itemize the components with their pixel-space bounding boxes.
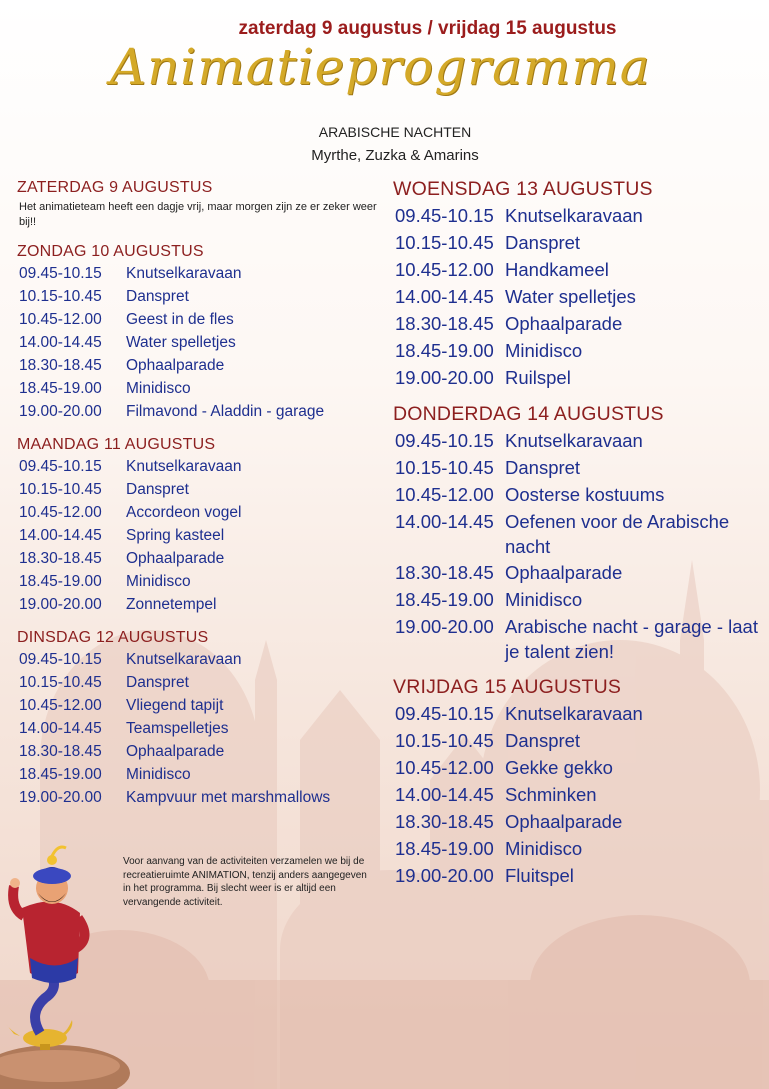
time-slot: 10.15-10.45 bbox=[395, 232, 494, 253]
activity-name: Oosterse kostuums bbox=[505, 484, 665, 505]
time-slot: 18.45-19.00 bbox=[395, 838, 494, 859]
time-slot: 18.45-19.00 bbox=[395, 589, 494, 610]
time-slot: 18.30-18.45 bbox=[395, 562, 494, 583]
time-slot: 19.00-20.00 bbox=[19, 403, 102, 420]
activity-name: Ophaalparade bbox=[505, 313, 623, 334]
day-heading: VRIJDAG 15 AUGUSTUS bbox=[393, 676, 622, 698]
time-slot: 19.00-20.00 bbox=[395, 616, 494, 637]
activity-name: Gekke gekko bbox=[505, 757, 613, 778]
day-heading: DINSDAG 12 AUGUSTUS bbox=[17, 629, 209, 646]
schedule-row bbox=[17, 547, 377, 570]
activity-name: Danspret bbox=[505, 730, 581, 751]
activity-name: Danspret bbox=[126, 288, 189, 305]
schedule-right-column bbox=[393, 176, 763, 889]
schedule-row bbox=[393, 508, 763, 559]
time-slot: 10.45-12.00 bbox=[19, 697, 102, 714]
time-slot: 18.45-19.00 bbox=[395, 340, 494, 361]
schedule-row bbox=[393, 613, 763, 664]
schedule-row bbox=[17, 331, 377, 354]
time-slot: 09.45-10.15 bbox=[19, 458, 102, 475]
time-slot: 19.00-20.00 bbox=[19, 596, 102, 613]
day-note: Het animatieteam heeft een dagje vrij, maar morgen zijn ze er zeker weer bij!! bbox=[19, 201, 377, 228]
schedule-row bbox=[17, 501, 377, 524]
time-slot: 14.00-14.45 bbox=[395, 511, 494, 532]
time-slot: 18.30-18.45 bbox=[19, 357, 102, 374]
time-slot: 10.15-10.45 bbox=[395, 457, 494, 478]
time-slot: 14.00-14.45 bbox=[19, 527, 102, 544]
activity-name: Filmavond - Aladdin - garage bbox=[126, 403, 325, 420]
schedule-row bbox=[393, 835, 763, 862]
time-slot: 09.45-10.15 bbox=[19, 651, 102, 668]
activity-name: Danspret bbox=[505, 232, 581, 253]
schedule-row bbox=[17, 648, 377, 671]
time-slot: 09.45-10.15 bbox=[395, 430, 494, 451]
schedule-row bbox=[393, 727, 763, 754]
activity-name: Schminken bbox=[505, 784, 597, 805]
activity-name: Water spelletjes bbox=[505, 286, 636, 307]
activity-name: Minidisco bbox=[126, 573, 191, 590]
activity-name: Minidisco bbox=[126, 766, 191, 783]
theme-subtitle: ARABISCHE NACHTEN bbox=[318, 124, 472, 140]
activity-name: Water spelletjes bbox=[126, 334, 236, 351]
time-slot: 10.45-12.00 bbox=[395, 259, 494, 280]
schedule-row bbox=[17, 570, 377, 593]
schedule-left-column bbox=[17, 178, 377, 809]
day-block-friday bbox=[393, 674, 763, 889]
day-heading: WOENSDAG 13 AUGUSTUS bbox=[393, 178, 653, 200]
day-heading: DONDERDAG 14 AUGUSTUS bbox=[393, 403, 664, 425]
time-slot: 10.45-12.00 bbox=[395, 484, 494, 505]
activity-name: Knutselkaravaan bbox=[505, 205, 643, 226]
activity-name: Accordeon vogel bbox=[126, 504, 242, 521]
time-slot: 18.30-18.45 bbox=[19, 550, 102, 567]
time-slot: 18.30-18.45 bbox=[395, 313, 494, 334]
schedule-row bbox=[17, 763, 377, 786]
time-slot: 18.30-18.45 bbox=[19, 743, 102, 760]
activity-name: Ophaalparade bbox=[126, 550, 225, 567]
page-title: Animatieprogramma bbox=[110, 38, 651, 96]
activity-name: Arabische nacht - garage - laat je talent zien! bbox=[505, 616, 758, 662]
day-block-thursday bbox=[393, 401, 763, 664]
time-slot: 18.45-19.00 bbox=[19, 380, 102, 397]
time-slot: 18.45-19.00 bbox=[19, 766, 102, 783]
schedule-row bbox=[17, 285, 377, 308]
team-names: Myrthe, Zuzka & Amarins bbox=[311, 147, 479, 164]
schedule-row bbox=[17, 354, 377, 377]
activity-name: Fluitspel bbox=[505, 865, 574, 886]
day-block-wednesday bbox=[393, 176, 763, 391]
schedule-row bbox=[393, 337, 763, 364]
schedule-row bbox=[393, 283, 763, 310]
schedule-row bbox=[393, 700, 763, 727]
activity-name: Knutselkaravaan bbox=[505, 430, 643, 451]
activity-name: Minidisco bbox=[126, 380, 191, 397]
day-block-tuesday bbox=[17, 628, 377, 809]
activity-name: Kampvuur met marshmallows bbox=[126, 789, 331, 806]
activity-name: Knutselkaravaan bbox=[505, 703, 643, 724]
activity-name: Zonnetempel bbox=[126, 596, 217, 613]
activity-name: Vliegend tapijt bbox=[126, 697, 224, 714]
time-slot: 18.30-18.45 bbox=[395, 811, 494, 832]
schedule-row bbox=[393, 754, 763, 781]
schedule-row bbox=[393, 427, 763, 454]
schedule-row bbox=[17, 717, 377, 740]
activity-name: Ophaalparade bbox=[505, 811, 623, 832]
schedule-row bbox=[393, 310, 763, 337]
activity-name: Minidisco bbox=[505, 838, 583, 859]
time-slot: 19.00-20.00 bbox=[395, 865, 494, 886]
activity-name: Knutselkaravaan bbox=[126, 651, 242, 668]
time-slot: 14.00-14.45 bbox=[395, 286, 494, 307]
time-slot: 10.45-12.00 bbox=[19, 311, 102, 328]
schedule-row bbox=[393, 586, 763, 613]
schedule-row bbox=[393, 229, 763, 256]
schedule-row bbox=[393, 256, 763, 283]
activity-name: Oefenen voor de Arabische nacht bbox=[505, 511, 730, 557]
day-block-monday bbox=[17, 435, 377, 616]
time-slot: 10.45-12.00 bbox=[19, 504, 102, 521]
schedule-row bbox=[17, 524, 377, 547]
schedule-row bbox=[17, 400, 377, 423]
time-slot: 10.15-10.45 bbox=[19, 288, 102, 305]
schedule-row bbox=[17, 593, 377, 616]
time-slot: 18.45-19.00 bbox=[19, 573, 102, 590]
time-slot: 09.45-10.15 bbox=[395, 703, 494, 724]
schedule-row bbox=[393, 781, 763, 808]
schedule-row bbox=[393, 808, 763, 835]
schedule-row bbox=[17, 308, 377, 331]
activity-name: Ophaalparade bbox=[126, 357, 225, 374]
activity-name: Ruilspel bbox=[505, 367, 571, 388]
genie-illustration bbox=[0, 838, 130, 1089]
schedule-row bbox=[393, 364, 763, 391]
time-slot: 19.00-20.00 bbox=[395, 367, 494, 388]
schedule-row bbox=[393, 481, 763, 508]
schedule-row bbox=[17, 478, 377, 501]
schedule-row bbox=[17, 694, 377, 717]
schedule-row bbox=[17, 786, 377, 809]
time-slot: 09.45-10.15 bbox=[19, 265, 102, 282]
activity-name: Knutselkaravaan bbox=[126, 458, 242, 475]
schedule-row bbox=[17, 377, 377, 400]
time-slot: 09.45-10.15 bbox=[395, 205, 494, 226]
time-slot: 10.15-10.45 bbox=[19, 674, 102, 691]
activity-name: Danspret bbox=[126, 481, 189, 498]
time-slot: 10.15-10.45 bbox=[19, 481, 102, 498]
day-heading: MAANDAG 11 AUGUSTUS bbox=[17, 436, 216, 453]
time-slot: 10.15-10.45 bbox=[395, 730, 494, 751]
footnote: Voor aanvang van de activiteiten verzamelen we bij de recreatieruimte ANIMATION, tenzij anders aangegeven in het programma. Bij slecht weer is er altijd een vervangende activiteit. bbox=[123, 856, 367, 908]
date-range: zaterdag 9 augustus / vrijdag 15 augustus bbox=[238, 18, 617, 39]
activity-name: Ophaalparade bbox=[126, 743, 225, 760]
schedule-row bbox=[17, 455, 377, 478]
activity-name: Geest in de fles bbox=[126, 311, 234, 328]
activity-name: Spring kasteel bbox=[126, 527, 225, 544]
activity-name: Handkameel bbox=[505, 259, 609, 280]
schedule-row bbox=[17, 740, 377, 763]
activity-name: Danspret bbox=[126, 674, 189, 691]
time-slot: 14.00-14.45 bbox=[395, 784, 494, 805]
schedule-row bbox=[393, 454, 763, 481]
schedule-row bbox=[393, 559, 763, 586]
schedule-row bbox=[393, 202, 763, 229]
time-slot: 14.00-14.45 bbox=[19, 334, 102, 351]
activity-name: Ophaalparade bbox=[505, 562, 623, 583]
day-heading: ZONDAG 10 AUGUSTUS bbox=[17, 243, 204, 260]
day-heading: ZATERDAG 9 AUGUSTUS bbox=[17, 179, 213, 196]
schedule-row bbox=[17, 671, 377, 694]
day-block-saturday bbox=[17, 178, 377, 230]
activity-name: Minidisco bbox=[505, 589, 583, 610]
activity-name: Teamspelletjes bbox=[126, 720, 229, 737]
activity-name: Danspret bbox=[505, 457, 581, 478]
activity-name: Minidisco bbox=[505, 340, 583, 361]
time-slot: 14.00-14.45 bbox=[19, 720, 102, 737]
time-slot: 10.45-12.00 bbox=[395, 757, 494, 778]
schedule-row bbox=[17, 262, 377, 285]
time-slot: 19.00-20.00 bbox=[19, 789, 102, 806]
day-block-sunday bbox=[17, 242, 377, 423]
schedule-row bbox=[393, 862, 763, 889]
activity-name: Knutselkaravaan bbox=[126, 265, 242, 282]
